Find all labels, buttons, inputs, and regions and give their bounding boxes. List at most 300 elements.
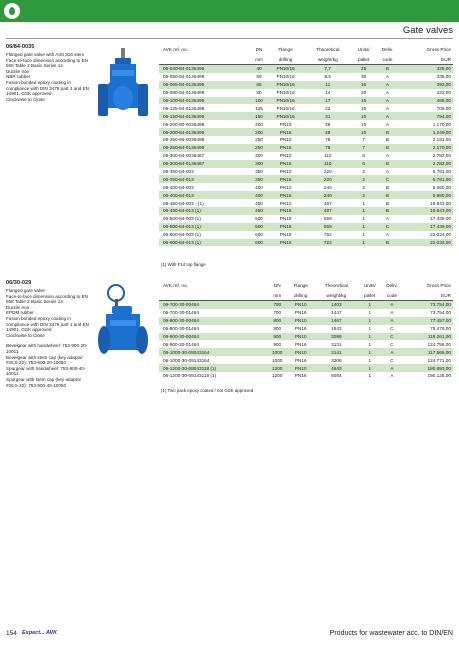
- col-header: Deliv.: [381, 46, 394, 52]
- cell-u: 1: [351, 239, 375, 247]
- table-row: [159, 144, 453, 152]
- table-row: [159, 199, 453, 207]
- table-row: [159, 348, 453, 356]
- cell-dn: 450: [255, 200, 263, 206]
- cell-d: A: [381, 317, 403, 325]
- cell-d: C: [376, 223, 399, 231]
- cell-u: 2: [351, 191, 375, 199]
- product-section-06-84-0035: [6, 44, 453, 276]
- cell-ref: 06-350-84-013: [159, 175, 251, 183]
- col-header: Flange: [293, 282, 308, 288]
- description-line: Fusion bonded epoxy coating in compliance with DIN 3476 part 1 and EN 14901, GSK approved: [6, 315, 89, 333]
- cell-dn: 40: [251, 65, 267, 73]
- table-row: [159, 340, 453, 348]
- cell-ref: 06-050-84-0136499: [163, 74, 205, 80]
- cell-dn: 50: [256, 74, 262, 80]
- table-row: [159, 160, 453, 168]
- cell-p: 75.478,00: [430, 326, 451, 332]
- cell-d: A: [390, 373, 394, 379]
- cell-dn: 1200: [267, 364, 287, 372]
- cell-dn: 350: [255, 169, 263, 175]
- cell-p: 17.439,00: [430, 216, 451, 222]
- cell-d: A: [385, 74, 389, 80]
- description-line: Face-to-face dimension according to EN 558 Table 2 Basic Series 14: [6, 293, 88, 305]
- cell-fl: PN16: [294, 373, 307, 379]
- cell-dn: 500: [251, 223, 267, 231]
- cell-w: 240: [323, 184, 332, 190]
- cell-w: 1543: [331, 326, 342, 332]
- cell-p: 22.034,00: [430, 232, 451, 238]
- cell-u: 6: [351, 160, 375, 168]
- table-row: [159, 215, 453, 223]
- cell-p: 325,00: [399, 65, 453, 73]
- col-header: Flange: [278, 46, 293, 52]
- cell-u: 15: [361, 105, 367, 111]
- cell-u: 1: [362, 200, 365, 206]
- cell-d: A: [385, 121, 389, 127]
- cell-p: 1.249,00: [399, 128, 453, 136]
- cell-d: A: [385, 169, 389, 175]
- cell-ref: 06-200-80-0036499: [163, 121, 205, 127]
- cell-u: 20: [361, 90, 367, 96]
- cell-u: 1: [362, 216, 365, 222]
- table-row: [159, 136, 453, 144]
- cell-fl: PN10/16: [276, 105, 295, 111]
- cell-dn: 400: [251, 191, 267, 199]
- cell-d: B: [385, 200, 389, 206]
- cell-p: 5.781,00: [399, 175, 453, 183]
- cell-p: 2.170,00: [399, 144, 453, 152]
- description-line: Fusion bonded epoxy coating in compliance with DIN 3476 part 1 and EN 14901, GSK approved: [6, 79, 89, 97]
- cell-u: 1: [358, 364, 381, 372]
- cell-fl: PN16: [267, 144, 304, 152]
- table-footnote: (1) Two pack epoxy coated / not GSK approved: [161, 388, 254, 393]
- cell-d: A: [381, 301, 403, 309]
- cell-p: 5.781,00: [432, 169, 451, 175]
- table-row: [159, 183, 453, 191]
- col-unit: code: [376, 54, 399, 65]
- cell-p: 124.771,00: [427, 357, 451, 363]
- cell-p: 77.457,00: [403, 317, 453, 325]
- footer-title: Products for wastewater acc. to DIN/EN: [329, 630, 453, 637]
- cell-dn: 450: [251, 207, 267, 215]
- table-row: [159, 168, 453, 176]
- cell-dn: 200: [251, 128, 267, 136]
- cell-ref: 06-065-84-0136499: [159, 81, 251, 89]
- cell-ref: 06-400-84-003: [163, 184, 194, 190]
- cell-w: 487: [304, 207, 351, 215]
- cell-ref: 06-600-84-013 (1): [159, 239, 251, 247]
- cell-p: 190.125,00: [427, 373, 451, 379]
- cell-dn: 80: [256, 90, 262, 96]
- cell-ref: 06-700-30-01464: [163, 310, 199, 316]
- cell-ref: 06-450-84-003 - (1): [163, 200, 204, 206]
- cell-dn: 250: [255, 137, 263, 143]
- cell-dn: 800: [273, 326, 282, 332]
- cell-ref: 06-300-84-0036487: [163, 153, 205, 159]
- cell-u: 1: [368, 373, 372, 379]
- cell-u: 15: [351, 97, 375, 105]
- col-unit: EUR: [399, 54, 453, 65]
- cell-w: 1447: [331, 310, 342, 316]
- cell-p: 1.170,00: [432, 121, 451, 127]
- cell-fl: PN10: [279, 153, 292, 159]
- description-line: Ductile Iron: [6, 304, 30, 310]
- cell-ref: 06-100-84-0136499: [159, 97, 251, 105]
- table-row: [159, 97, 453, 105]
- cell-p: 422,00: [436, 90, 451, 96]
- description-line: Clockwise to Close: [6, 96, 45, 102]
- cell-dn: 500: [255, 216, 263, 222]
- cell-u: 7: [351, 144, 375, 152]
- avk-drop-logo-icon: [4, 3, 20, 19]
- cell-fl: PN10/16: [267, 97, 304, 105]
- cell-fl: PN16: [267, 128, 304, 136]
- table-row: [159, 112, 453, 120]
- cell-p: 180.893,00: [403, 364, 453, 372]
- col-header: AVK ref. no.: [163, 46, 188, 52]
- cell-dn: 1200: [272, 373, 283, 379]
- table-row: [159, 301, 453, 309]
- cell-u: 30: [361, 74, 367, 80]
- cell-d: A: [385, 232, 389, 238]
- description-line: NBR rubber: [6, 74, 31, 80]
- description-line: EPDM rubber: [6, 310, 34, 316]
- col-unit: [159, 54, 251, 65]
- brand-logo: Expect... AVK: [22, 630, 58, 636]
- cell-w: 559: [323, 216, 332, 222]
- cell-d: B: [376, 128, 399, 136]
- cell-d: B: [376, 207, 399, 215]
- cell-dn: 1000: [272, 357, 283, 363]
- cell-fl: PN10: [287, 317, 314, 325]
- cell-p: 73.754,00: [403, 301, 453, 309]
- table-row: [159, 356, 453, 364]
- description-line: Spurgear with stem cap (key adaptor #26,5-32): 753-900-40-10050: [6, 376, 82, 388]
- cell-fl: PN10/16: [267, 65, 304, 73]
- cell-u: 1: [358, 301, 381, 309]
- cell-fl: PN16: [294, 357, 307, 363]
- cell-w: 31: [304, 112, 351, 120]
- cell-dn: 65: [251, 81, 267, 89]
- page-number: 154: [6, 630, 17, 637]
- cell-p: 73.754,00: [430, 310, 451, 316]
- cell-d: A: [385, 105, 389, 111]
- cell-w: 14: [325, 90, 331, 96]
- col-header: Gross Price: [426, 46, 451, 52]
- cell-u: 10: [361, 121, 367, 127]
- table-row: [159, 333, 453, 341]
- cell-w: 5084: [331, 373, 342, 379]
- cell-d: B: [385, 184, 389, 190]
- cell-w: 220: [304, 175, 351, 183]
- cell-dn: 1000: [267, 348, 287, 356]
- cell-d: A: [385, 216, 389, 222]
- cell-p: 2.782,00: [399, 160, 453, 168]
- cell-ref: 06-1200-30-09043118 (1): [159, 364, 267, 372]
- product-section-06-30-029: [6, 280, 453, 460]
- cell-u: 1: [358, 317, 381, 325]
- cell-u: 1: [351, 223, 375, 231]
- cell-u: 25: [351, 65, 375, 73]
- col-header: DN: [273, 282, 281, 288]
- cell-w: 110: [304, 160, 351, 168]
- cell-d: A: [381, 348, 403, 356]
- table-row: [159, 325, 453, 333]
- cell-ref: 06-400-84-013: [159, 191, 251, 199]
- cell-u: 1: [358, 333, 381, 341]
- cell-w: 22: [325, 105, 331, 111]
- col-header: AVK ref. no.: [163, 282, 188, 288]
- product-description: [6, 52, 94, 102]
- cell-fl: PN16: [267, 223, 304, 231]
- cell-u: 2: [362, 169, 365, 175]
- cell-p: 117.566,00: [403, 348, 453, 356]
- cell-ref: 06-900-30-01464: [163, 341, 199, 347]
- cell-ref: 06-250-84-0136499: [159, 144, 251, 152]
- cell-d: C: [376, 175, 399, 183]
- cell-fl: PN16: [267, 160, 304, 168]
- cell-u: 1: [358, 348, 381, 356]
- product-code: 06/84-0035: [6, 44, 35, 50]
- cell-d: B: [376, 239, 399, 247]
- cell-w: 110: [324, 153, 332, 159]
- cell-dn: 200: [255, 121, 263, 127]
- cell-dn: 900: [267, 333, 287, 341]
- cell-p: 709,00: [436, 105, 451, 111]
- table-row: [159, 89, 453, 97]
- cell-fl: PN16: [267, 175, 304, 183]
- price-table: [159, 44, 453, 246]
- cell-ref: 06-040-84-0136499: [159, 65, 251, 73]
- cell-p: 17.439,00: [399, 223, 453, 231]
- cell-fl: PN16: [267, 207, 304, 215]
- cell-d: A: [381, 364, 403, 372]
- product-description: [6, 288, 94, 388]
- cell-ref: 06-150-84-0136499: [159, 112, 251, 120]
- cell-fl: PN10: [279, 200, 292, 206]
- cell-dn: 250: [251, 144, 267, 152]
- cell-dn: 400: [255, 184, 263, 190]
- cell-ref: 06-800-30-01464: [163, 326, 199, 332]
- cell-dn: 100: [251, 97, 267, 105]
- table-row: [159, 73, 453, 81]
- cell-ref: 06-1000-30-09143164: [163, 357, 210, 363]
- cell-fl: PN10/16: [267, 81, 304, 89]
- cell-d: B: [376, 160, 399, 168]
- cell-dn: 700: [273, 310, 282, 316]
- cell-ref: 06-900-30-00464: [159, 333, 267, 341]
- cell-d: C: [390, 341, 394, 347]
- table-row: [159, 128, 453, 136]
- cell-u: 2: [362, 184, 365, 190]
- cell-d: A: [376, 81, 399, 89]
- cell-w: 3131: [331, 341, 342, 347]
- col-header: DN: [255, 46, 263, 52]
- cell-w: 48: [304, 128, 351, 136]
- cell-w: 4643: [314, 364, 358, 372]
- cell-u: 10: [351, 128, 375, 136]
- table-row: [159, 65, 453, 73]
- cell-ref: 06-1000-30-09043164: [159, 348, 267, 356]
- table-row: [159, 317, 453, 325]
- cell-fl: PN10: [287, 364, 314, 372]
- cell-dn: 300: [251, 160, 267, 168]
- col-unit: weight/kg: [314, 290, 358, 301]
- cell-p: 468,00: [399, 97, 453, 105]
- cell-fl: PN10: [279, 216, 292, 222]
- cell-ref: 06-450-84-013 (1): [159, 207, 251, 215]
- gate-valve-image: [96, 284, 150, 358]
- cell-d: C: [381, 333, 403, 341]
- cell-w: 78: [325, 137, 331, 143]
- cell-p: 6.060,00: [432, 184, 451, 190]
- cell-dn: 800: [267, 317, 287, 325]
- cell-w: 3099: [314, 333, 358, 341]
- cell-p: 5.980,00: [399, 191, 453, 199]
- table-row: [159, 239, 453, 247]
- cell-fl: PN16: [294, 341, 307, 347]
- cell-fl: PN10: [279, 184, 292, 190]
- cell-w: 7,7: [304, 65, 351, 73]
- description-line: Flanged gate valve with AISI 316 stem: [6, 52, 85, 57]
- cell-ref: 06-600-84-003 (1): [163, 232, 201, 238]
- cell-dn: 125: [255, 105, 263, 111]
- cell-fl: PN10: [279, 137, 292, 143]
- table-row: [159, 81, 453, 89]
- cell-p: 794,00: [399, 112, 453, 120]
- col-unit: pallet: [351, 54, 375, 65]
- cell-fl: PN16: [267, 239, 304, 247]
- table-row: [159, 120, 453, 128]
- cell-p: 19.543,00: [399, 207, 453, 215]
- cell-p: 392,00: [399, 81, 453, 89]
- cell-d: B: [376, 191, 399, 199]
- cell-ref: 06-700-30-00464: [159, 301, 267, 309]
- cell-p: 22.034,00: [399, 239, 453, 247]
- cell-d: C: [390, 357, 394, 363]
- cell-ref: 06-500-84-003 (1): [163, 216, 201, 222]
- cell-u: 2: [351, 175, 375, 183]
- cell-p: 335,00: [436, 74, 451, 80]
- cell-u: 1: [362, 232, 365, 238]
- col-header: Units/: [357, 46, 370, 52]
- cell-fl: PN10/16: [276, 90, 295, 96]
- cell-ref: 06-250-86-0036499: [163, 137, 205, 143]
- cell-fl: PN10: [279, 232, 292, 238]
- cell-fl: PN10: [279, 121, 292, 127]
- cell-d: A: [390, 310, 394, 316]
- cell-w: 220: [323, 169, 332, 175]
- cell-w: 8,5: [324, 74, 332, 80]
- cell-p: 2.782,00: [432, 153, 451, 159]
- cell-w: 17: [304, 97, 351, 105]
- cell-p: 124.756,00: [427, 341, 451, 347]
- description-line: Ductile Iron: [6, 68, 30, 74]
- product-code: 06/30-029: [6, 280, 32, 286]
- cell-d: B: [376, 65, 399, 73]
- col-unit: mm: [251, 54, 267, 65]
- table-footnote: (1) With F14 top flange: [161, 262, 206, 267]
- cell-w: 1403: [314, 301, 358, 309]
- cell-fl: PN16: [294, 310, 307, 316]
- table-row: [159, 223, 453, 231]
- cell-u: 1: [368, 310, 372, 316]
- cell-w: 3141: [314, 348, 358, 356]
- cell-fl: PN10: [287, 301, 314, 309]
- cell-fl: PN16: [294, 326, 307, 332]
- table-row: [159, 207, 453, 215]
- cell-d: B: [385, 137, 389, 143]
- description-line: Bevelgear with handwheel: 753-900-20-10011: [6, 343, 88, 354]
- table-row: [159, 231, 453, 239]
- cell-w: 11: [304, 81, 351, 89]
- cell-u: 1: [368, 357, 372, 363]
- cell-u: 1: [368, 326, 372, 332]
- table-row: [159, 175, 453, 183]
- cell-w: 762: [323, 232, 332, 238]
- cell-fl: PN10/16: [267, 112, 304, 120]
- table-row: [159, 364, 453, 372]
- cell-w: 559: [304, 223, 351, 231]
- cell-d: A: [376, 97, 399, 105]
- col-unit: pallet: [358, 290, 381, 301]
- cell-fl: PN10: [279, 169, 292, 175]
- cell-dn: 150: [251, 112, 267, 120]
- col-unit: code: [381, 290, 403, 301]
- table-row: [159, 152, 453, 160]
- table-row: [159, 309, 453, 317]
- description-line: Face-to-face dimension according to EN 558 Table 2 Basic Series 14: [6, 57, 88, 69]
- col-unit: drilling: [267, 54, 304, 65]
- cell-u: 6: [362, 153, 365, 159]
- description-line: Bevelgear with stem cap (key adaptor #26,5-32): 753-900-20-10050: [6, 354, 83, 366]
- table-row: [159, 372, 453, 380]
- col-header: Units/: [363, 282, 376, 288]
- cell-w: 1467: [314, 317, 358, 325]
- cell-w: 487: [323, 200, 332, 206]
- cell-d: A: [376, 112, 399, 120]
- gate-valve-image: [96, 48, 150, 122]
- cell-d: C: [390, 326, 394, 332]
- cell-dn: 900: [273, 341, 282, 347]
- cell-w: 78: [304, 144, 351, 152]
- cell-u: 10: [351, 112, 375, 120]
- description-line: Clockwise to Close: [6, 332, 45, 338]
- cell-w: 3208: [331, 357, 342, 363]
- cell-ref: 06-800-30-00464: [159, 317, 267, 325]
- cell-ref: 06-200-84-0136499: [159, 128, 251, 136]
- col-header: Theoretical: [324, 282, 348, 288]
- description-line: Flanged gate valve: [6, 288, 45, 293]
- cell-u: 1: [351, 207, 375, 215]
- page-title: Gate valves: [402, 25, 453, 36]
- price-table: [159, 280, 453, 380]
- cell-u: 1: [368, 341, 372, 347]
- cell-u: 7: [362, 137, 365, 143]
- cell-p: 118.261,00: [403, 333, 453, 341]
- cell-d: B: [376, 144, 399, 152]
- col-unit: drilling: [287, 290, 314, 301]
- cell-ref: 06-1200-30-09143118 (1): [163, 373, 217, 379]
- cell-d: A: [385, 153, 389, 159]
- cell-fl: PN16: [267, 191, 304, 199]
- table-row: [159, 104, 453, 112]
- col-header: Theoretical: [316, 46, 340, 52]
- header-bar: [0, 0, 459, 22]
- cell-ref: 06-125-84-0136499: [163, 105, 205, 111]
- cell-u: 16: [351, 81, 375, 89]
